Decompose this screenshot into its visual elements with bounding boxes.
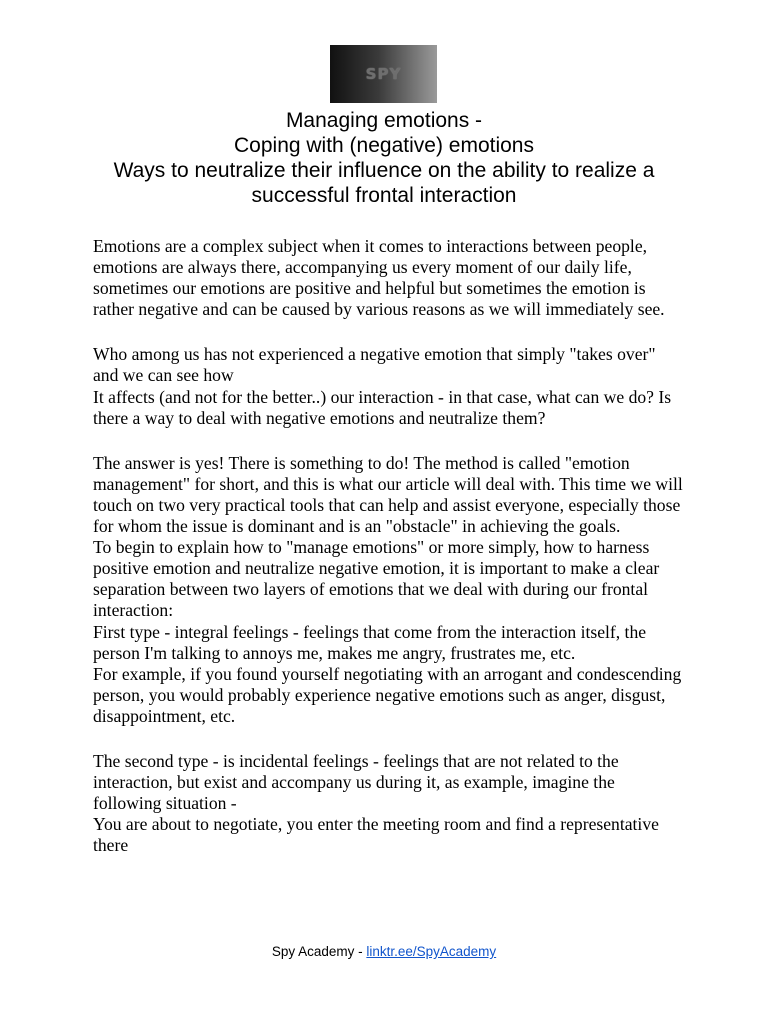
title-line-3: Ways to neutralize their influence on the ability to realize a	[113, 159, 655, 182]
logo-text: SPY	[365, 65, 402, 83]
footer-link[interactable]: linktr.ee/SpyAcademy	[366, 944, 497, 959]
title-line-4: successful frontal interaction	[251, 184, 517, 207]
paragraph-takes-over: Who among us has not experienced a negative emotion that simply "takes over" and we can see how	[93, 344, 656, 386]
article-body	[93, 236, 683, 856]
title-line-2: Coping with (negative) emotions	[234, 134, 534, 157]
page-footer	[0, 944, 768, 959]
paragraph-situation: You are about to negotiate, you enter the meeting room and find a representative there	[93, 814, 659, 856]
paragraph-first-type: First type - integral feelings - feelings that come from the interaction itself, the person I'm talking to annoys me, makes me angry, frustrates me, etc.	[93, 621, 647, 663]
paragraph-example: For example, if you found yourself negotiating with an arrogant and condescending person, you would probably experience negative emotions such as anger, disgust, disappointment, etc.	[93, 663, 682, 726]
paragraph-affects: It affects (and not for the better..) our interaction - in that case, what can we do? Is there a way to deal with negative emotions and neutralize them?	[93, 386, 672, 428]
spy-logo	[330, 45, 437, 103]
title-line-1: Managing emotions -	[285, 109, 483, 132]
footer-prefix: Spy Academy -	[271, 944, 367, 959]
paragraph-second-type: The second type - is incidental feelings - feelings that are not related to the interaction, but exist and accompany us during it, as example, imagine the following situation -	[93, 750, 619, 814]
paragraph-answer: The answer is yes! There is something to do! The method is called "emotion management" for short, and this is what our article will deal with. This time we will touch on two very practical tools that can help and assist everyone, especially those for whom the issue is dominant and is an "obstacle" in achieving the goals.	[93, 452, 683, 537]
paragraph-explain: To begin to explain how to "manage emotions" or more simply, how to harness positive emotion and neutralize negative emotion, it is important to make a clear separation between two layers of emotions that we deal with during our frontal interaction:	[93, 537, 660, 621]
document-title	[60, 108, 708, 208]
paragraph-intro: Emotions are a complex subject when it comes to interactions between people, emotions are always there, accompanying us every moment of our daily life, sometimes our emotions are positive and helpful but sometimes the emotion is rather negative and can be caused by various reasons as we will immediately see.	[93, 236, 665, 320]
